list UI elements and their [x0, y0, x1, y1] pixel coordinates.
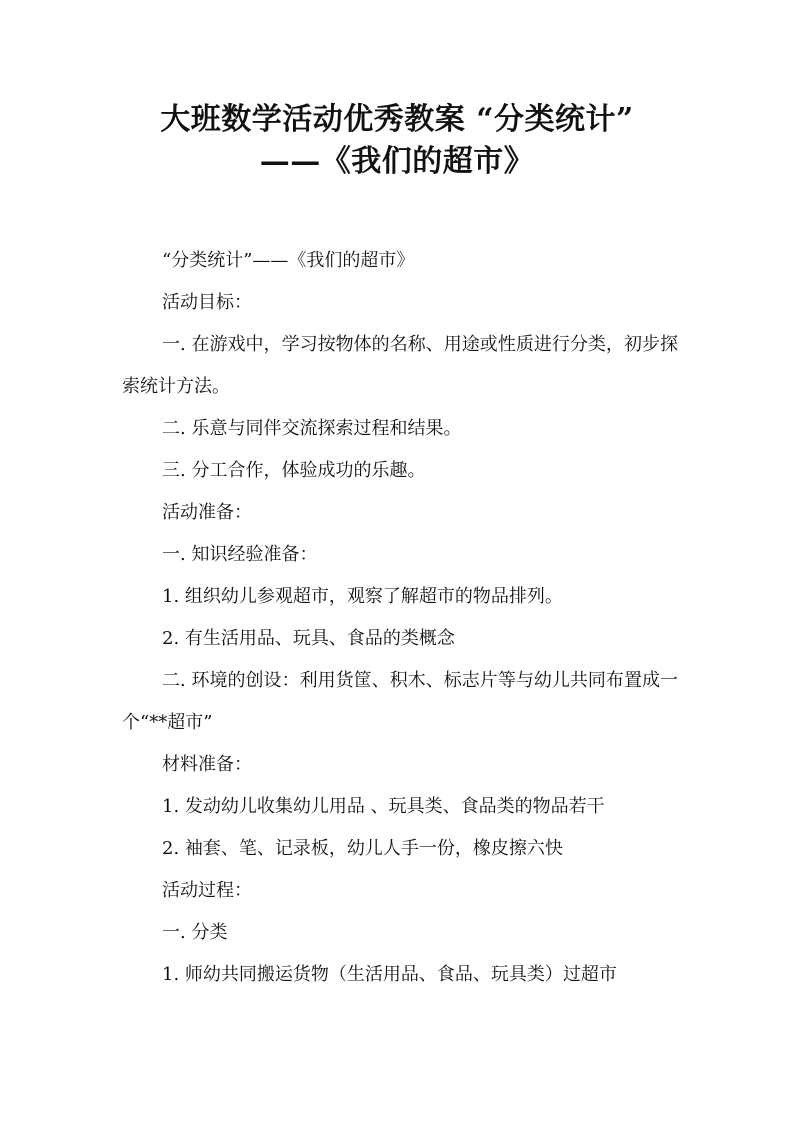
document-title-line-1: 大班数学活动优秀教案 “分类统计”	[160, 102, 634, 137]
goal-item-2: 二. 乐意与同伴交流探索过程和结果。	[162, 418, 462, 439]
goal-item-3: 三. 分工合作，体验成功的乐趣。	[162, 460, 426, 481]
section-heading-process: 活动过程：	[162, 880, 252, 901]
process-substep-1: 1. 师幼共同搬运货物（生活用品、食品、玩具类）过超市	[162, 964, 617, 985]
section-heading-preparation: 活动准备：	[162, 502, 252, 523]
subtitle-paragraph: “分类统计”——《我们的超市》	[162, 250, 415, 271]
preparation-item-environment: 二. 环境的创设：利用货筐、积木、标志片等与幼儿共同布置成一个“**超市”	[122, 670, 678, 733]
preparation-subitem-2: 2. 有生活用品、玩具、食品的类概念	[162, 628, 455, 649]
materials-item-1: 1. 发动幼儿收集幼儿用品 、玩具类、食品类的物品若干	[162, 796, 605, 817]
section-heading-materials: 材料准备：	[162, 754, 252, 775]
materials-item-2: 2. 袖套、笔、记录板，幼儿人手一份，橡皮擦六快	[162, 838, 563, 859]
document-body	[122, 240, 678, 996]
goal-item-1: 一. 在游戏中，学习按物体的名称、用途或性质进行分类，初步探索统计方法。	[122, 334, 678, 397]
process-step-classify: 一. 分类	[162, 922, 228, 943]
document-title-line-2: ——《我们的超市》	[259, 144, 535, 179]
section-heading-goals: 活动目标：	[162, 292, 252, 313]
preparation-item-knowledge: 一. 知识经验准备：	[162, 544, 318, 565]
preparation-subitem-1: 1. 组织幼儿参观超市，观察了解超市的物品排列。	[162, 586, 563, 607]
